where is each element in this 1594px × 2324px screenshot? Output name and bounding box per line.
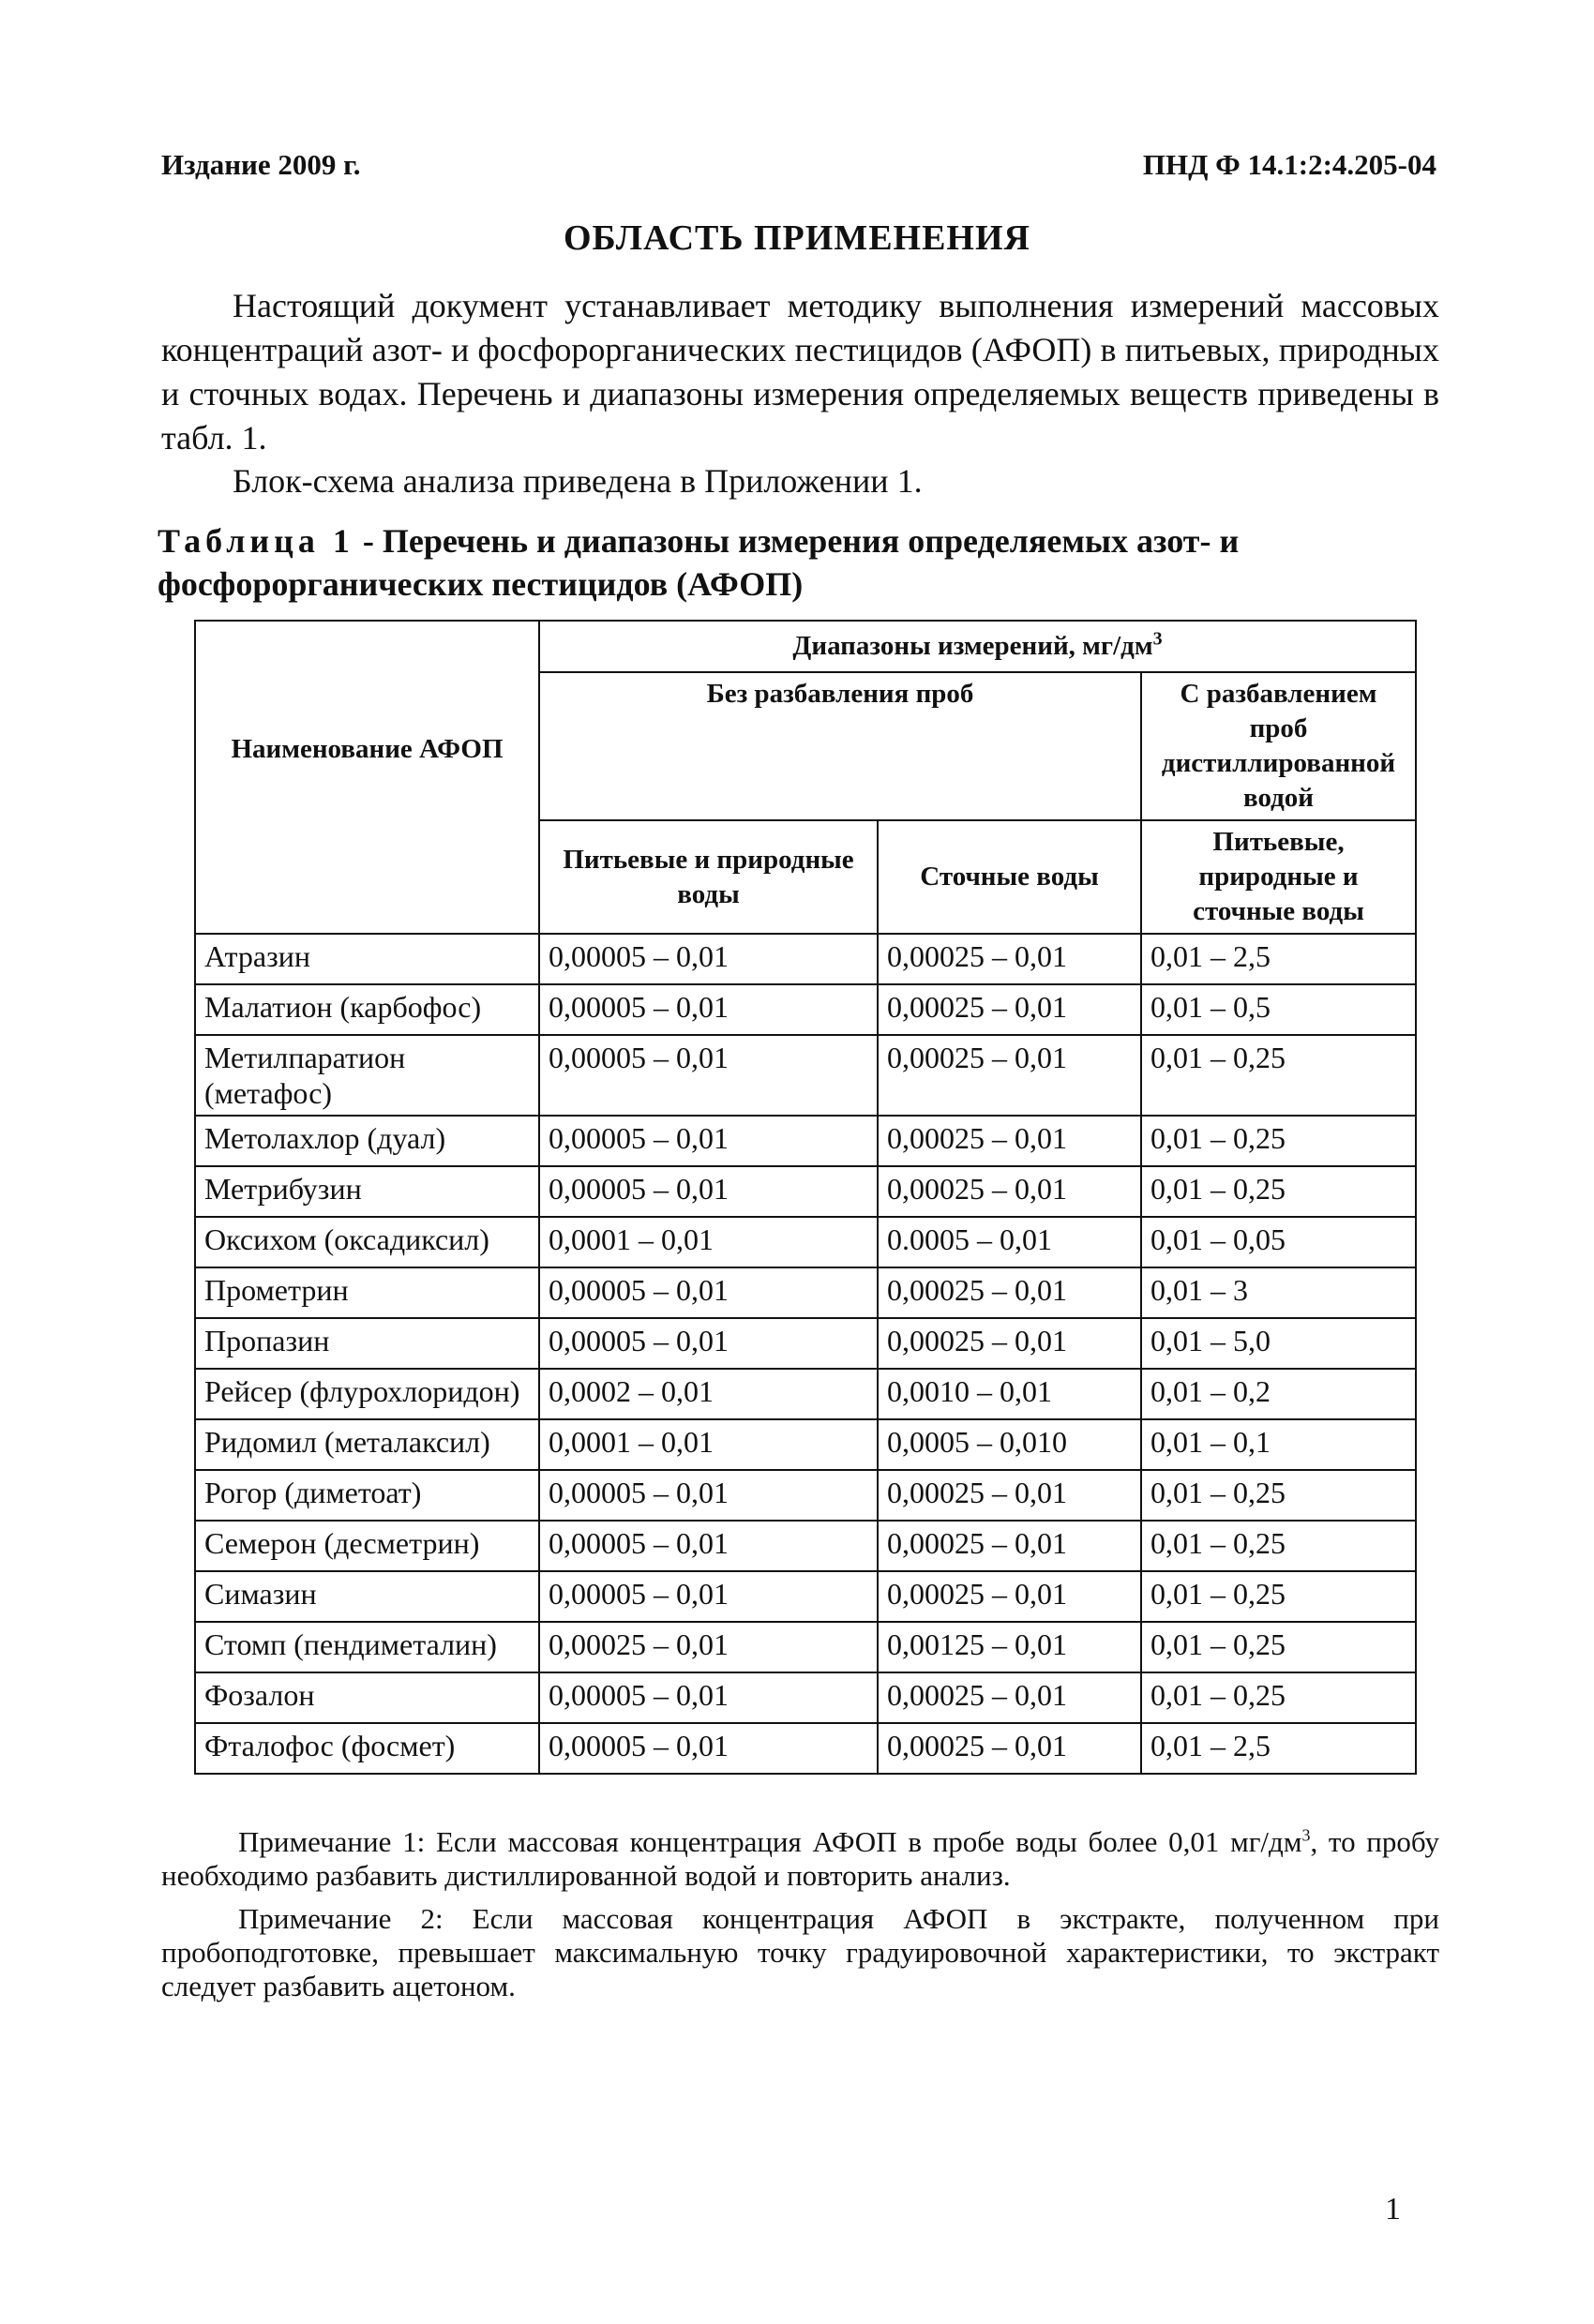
cell-pesticide-name: Стомп (пендиметалин) xyxy=(195,1622,539,1672)
note-1-superscript: 3 xyxy=(1301,1825,1311,1845)
header-no-dilution: Без разбавления проб xyxy=(539,672,1141,820)
cell-drinking-range: 0,00005 – 0,01 xyxy=(539,984,878,1035)
cell-waste-range: 0,00025 – 0,01 xyxy=(878,1318,1141,1369)
table-row xyxy=(195,1217,1416,1267)
cell-waste-range: 0,00025 – 0,01 xyxy=(878,1723,1141,1774)
flowchart-paragraph-text: Блок-схема анализа приведена в Приложении 1. xyxy=(233,462,923,500)
cell-waste-range: 0,00025 – 0,01 xyxy=(878,1166,1141,1217)
cell-pesticide-name: Фозалон xyxy=(195,1672,539,1723)
header-with-dilution: С разбавлением проб дистиллированной водой xyxy=(1141,672,1416,820)
cell-pesticide-name: Атразин xyxy=(195,934,539,984)
cell-waste-range: 0,00025 – 0,01 xyxy=(878,1470,1141,1521)
table-row xyxy=(195,1267,1416,1318)
cell-drinking-range: 0,0001 – 0,01 xyxy=(539,1217,878,1267)
cell-dilution-range: 0,01 – 0,25 xyxy=(1141,1571,1416,1622)
edition-label: Издание 2009 г. xyxy=(161,148,361,181)
cell-waste-range: 0,0010 – 0,01 xyxy=(878,1369,1141,1419)
cell-drinking-range: 0,00005 – 0,01 xyxy=(539,1267,878,1318)
cell-dilution-range: 0,01 – 0,25 xyxy=(1141,1470,1416,1521)
cell-waste-range: 0,00025 – 0,01 xyxy=(878,934,1141,984)
note-2 xyxy=(161,1902,1439,2003)
cell-drinking-range: 0,00005 – 0,01 xyxy=(539,1035,878,1116)
note-2-text: Примечание 2: Если массовая концентрация АФОП в экстракте, полученном при пробоподготовке, превышает максимальную точку градуировочной характеристики, то экстракт следует разбавить ацетоном. xyxy=(161,1902,1439,2002)
cell-pesticide-name: Ридомил (металаксил) xyxy=(195,1419,539,1470)
cell-waste-range: 0,00025 – 0,01 xyxy=(878,1521,1141,1571)
cell-drinking-range: 0,00005 – 0,01 xyxy=(539,1470,878,1521)
cell-dilution-range: 0,01 – 0,25 xyxy=(1141,1622,1416,1672)
cell-pesticide-name: Метилпаратион (метафос) xyxy=(195,1035,539,1116)
cell-drinking-range: 0,00005 – 0,01 xyxy=(539,1521,878,1571)
cell-dilution-range: 0,01 – 0,25 xyxy=(1141,1035,1416,1116)
table-row xyxy=(195,1035,1416,1116)
flowchart-paragraph xyxy=(161,459,1439,503)
header-drinking-water: Питьевые и природные воды xyxy=(539,820,878,934)
note-1 xyxy=(161,1825,1439,1893)
cell-drinking-range: 0,00005 – 0,01 xyxy=(539,1723,878,1774)
cell-drinking-range: 0,00025 – 0,01 xyxy=(539,1622,878,1672)
header-waste-water: Сточные воды xyxy=(878,820,1141,934)
table-row xyxy=(195,1672,1416,1723)
cell-drinking-range: 0,00005 – 0,01 xyxy=(539,1672,878,1723)
table-caption xyxy=(158,519,1451,606)
header-name: Наименование АФОП xyxy=(195,621,539,934)
cell-pesticide-name: Прометрин xyxy=(195,1267,539,1318)
note-1-text-end: , то пробу необходимо разбавить дистиллированной водой и повторить анализ. xyxy=(161,1825,1439,1892)
table-row xyxy=(195,1369,1416,1419)
cell-dilution-range: 0,01 – 0,25 xyxy=(1141,1521,1416,1571)
cell-waste-range: 0,00025 – 0,01 xyxy=(878,1571,1141,1622)
cell-dilution-range: 0,01 – 5,0 xyxy=(1141,1318,1416,1369)
cell-drinking-range: 0,00005 – 0,01 xyxy=(539,1116,878,1166)
cell-pesticide-name: Семерон (десметрин) xyxy=(195,1521,539,1571)
table-row xyxy=(195,1622,1416,1672)
cell-waste-range: 0,00025 – 0,01 xyxy=(878,1672,1141,1723)
cell-pesticide-name: Рейсер (флурохлоридон) xyxy=(195,1369,539,1419)
cell-waste-range: 0,00025 – 0,01 xyxy=(878,1267,1141,1318)
cell-waste-range: 0,0005 – 0,010 xyxy=(878,1419,1141,1470)
table-row xyxy=(195,934,1416,984)
cell-pesticide-name: Пропазин xyxy=(195,1318,539,1369)
table-row xyxy=(195,1521,1416,1571)
cell-waste-range: 0.0005 – 0,01 xyxy=(878,1217,1141,1267)
cell-drinking-range: 0,00005 – 0,01 xyxy=(539,1318,878,1369)
table-row xyxy=(195,1470,1416,1521)
cell-waste-range: 0,00125 – 0,01 xyxy=(878,1622,1141,1672)
cell-dilution-range: 0,01 – 0,25 xyxy=(1141,1116,1416,1166)
cell-drinking-range: 0,00005 – 0,01 xyxy=(539,1166,878,1217)
table-row xyxy=(195,1166,1416,1217)
document-code: ПНД Ф 14.1:2:4.205-04 xyxy=(1142,148,1436,181)
header-all-waters: Питьевые, природные и сточные воды xyxy=(1141,820,1416,934)
cell-pesticide-name: Фталофос (фосмет) xyxy=(195,1723,539,1774)
cell-pesticide-name: Метрибузин xyxy=(195,1166,539,1217)
pesticides-table xyxy=(194,620,1417,1775)
table-row xyxy=(195,1419,1416,1470)
intro-paragraph-text: Настоящий документ устанавливает методику выполнения измерений массовых концентраций азот- и фосфорорганических пестицидов (АФОП) в питьевых, природных и сточных водах. Перечень и диапазоны измерения определяемых веществ приведены в табл. 1. xyxy=(161,287,1439,457)
cell-dilution-range: 0,01 – 0,25 xyxy=(1141,1672,1416,1723)
cell-pesticide-name: Метолахлор (дуал) xyxy=(195,1116,539,1166)
table-row xyxy=(195,1723,1416,1774)
cell-drinking-range: 0,00005 – 0,01 xyxy=(539,1571,878,1622)
cell-pesticide-name: Рогор (диметоат) xyxy=(195,1470,539,1521)
cell-drinking-range: 0,00005 – 0,01 xyxy=(539,934,878,984)
cell-dilution-range: 0,01 – 0,5 xyxy=(1141,984,1416,1035)
intro-paragraph xyxy=(161,284,1439,460)
cell-pesticide-name: Оксихом (оксадиксил) xyxy=(195,1217,539,1267)
cell-waste-range: 0,00025 – 0,01 xyxy=(878,984,1141,1035)
cell-pesticide-name: Малатион (карбофос) xyxy=(195,984,539,1035)
cell-dilution-range: 0,01 – 2,5 xyxy=(1141,934,1416,984)
cell-drinking-range: 0,0002 – 0,01 xyxy=(539,1369,878,1419)
table-body xyxy=(195,934,1416,1774)
cell-dilution-range: 0,01 – 3 xyxy=(1141,1267,1416,1318)
header-ranges: Диапазоны измерений, $мг/дм^3$ xyxy=(539,621,1416,672)
cell-pesticide-name: Симазин xyxy=(195,1571,539,1622)
section-title: ОБЛАСТЬ ПРИМЕНЕНИЯ xyxy=(563,218,1030,258)
cell-waste-range: 0,00025 – 0,01 xyxy=(878,1035,1141,1116)
cell-dilution-range: 0,01 – 2,5 xyxy=(1141,1723,1416,1774)
cell-dilution-range: 0,01 – 0,25 xyxy=(1141,1166,1416,1217)
cell-waste-range: 0,00025 – 0,01 xyxy=(878,1116,1141,1166)
note-1-text: Примечание 1: Если массовая концентрация АФОП в пробе воды более 0,01 мг/дм xyxy=(238,1825,1302,1858)
table-row xyxy=(195,1116,1416,1166)
table-row xyxy=(195,1571,1416,1622)
page-number: 1 xyxy=(1385,2192,1401,2227)
table-row xyxy=(195,1318,1416,1369)
cell-drinking-range: 0,0001 – 0,01 xyxy=(539,1419,878,1470)
cell-dilution-range: 0,01 – 0,2 xyxy=(1141,1369,1416,1419)
table-caption-label: Таблица 1 xyxy=(158,522,354,560)
table-row xyxy=(195,984,1416,1035)
cell-dilution-range: 0,01 – 0,1 xyxy=(1141,1419,1416,1470)
table-caption-text: - Перечень и диапазоны измерения определяемых азот- и фосфорорганических пестицидов (АФОП) xyxy=(158,522,1240,603)
cell-dilution-range: 0,01 – 0,05 xyxy=(1141,1217,1416,1267)
